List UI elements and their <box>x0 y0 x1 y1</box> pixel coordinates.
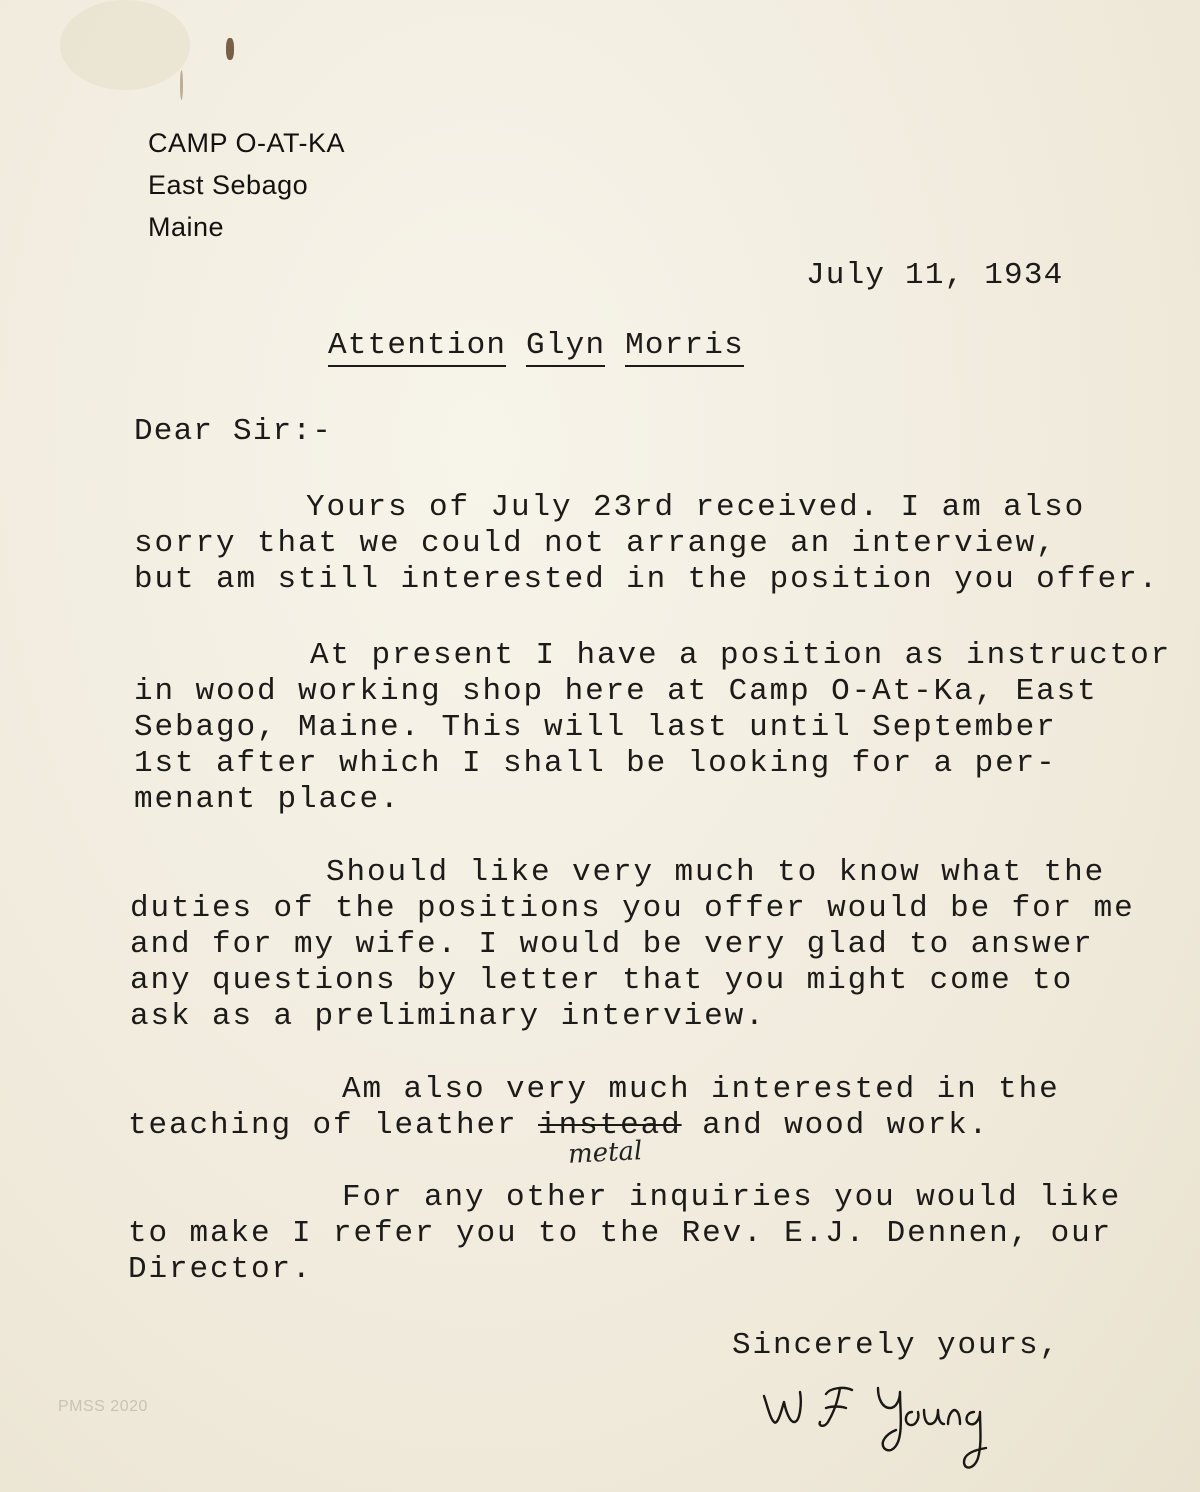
paragraph-line: For any other inquiries you would like <box>342 1180 1122 1215</box>
ink-stain <box>180 70 183 100</box>
attention-word: Attention <box>328 328 506 367</box>
paragraph-5 <box>128 1180 1121 1288</box>
archive-watermark: PMSS 2020 <box>58 1398 148 1415</box>
attention-last-name: Morris <box>625 328 744 367</box>
paragraph-3 <box>130 855 1135 1035</box>
paragraph-line: At present I have a position as instructor <box>310 638 1172 673</box>
paragraph-line: duties of the positions you offer would be for me <box>130 891 1135 926</box>
paragraph-line: to make I refer you to the Rev. E.J. Dennen, our <box>128 1216 1113 1251</box>
paragraph-line: Should like very much to know what the <box>326 855 1106 890</box>
paragraph-text: and wood work. <box>681 1108 990 1143</box>
paragraph-4 <box>128 1072 1060 1144</box>
attention-line <box>328 328 744 363</box>
paragraph-line: any questions by letter that you might come to <box>130 963 1074 998</box>
paragraph-line: menant place. <box>134 782 401 817</box>
attention-first-name: Glyn <box>526 328 605 367</box>
paper-stain <box>60 0 190 90</box>
paragraph-line: and for my wife. I would be very glad to answer <box>130 927 1094 962</box>
paragraph-line: but am still interested in the position you offer. <box>134 562 1160 597</box>
letterhead-camp-name: CAMP O-AT-KA <box>148 128 346 158</box>
struck-out-word: instead <box>538 1108 682 1143</box>
paragraph-line: ask as a preliminary interview. <box>130 999 766 1034</box>
paragraph-line: Director. <box>128 1252 313 1287</box>
paragraph-line: 1st after which I shall be looking for a per- <box>134 746 1057 781</box>
letter-date: July 11, 1934 <box>806 258 1064 293</box>
paragraph-line: Yours of July 23rd received. I am also <box>306 490 1086 525</box>
paragraph-1 <box>134 490 1159 598</box>
letterhead-state: Maine <box>148 212 225 242</box>
paragraph-text: teaching of leather <box>128 1108 539 1143</box>
ink-stain <box>226 38 234 60</box>
closing: Sincerely yours, <box>732 1328 1061 1363</box>
handwritten-correction: metal <box>567 1136 644 1170</box>
paragraph-line: sorry that we could not arrange an interview, <box>134 526 1057 561</box>
letterhead-town: East Sebago <box>148 170 309 200</box>
letterhead <box>148 122 345 248</box>
handwritten-signature <box>760 1378 1060 1478</box>
paragraph-line: Sebago, Maine. This will last until September <box>134 710 1057 745</box>
paragraph-line: in wood working shop here at Camp O-At-Ka, East <box>134 674 1098 709</box>
salutation: Dear Sir:- <box>134 414 333 449</box>
paragraph-line: Am also very much interested in the <box>342 1072 1060 1107</box>
paragraph-2 <box>134 638 1171 818</box>
